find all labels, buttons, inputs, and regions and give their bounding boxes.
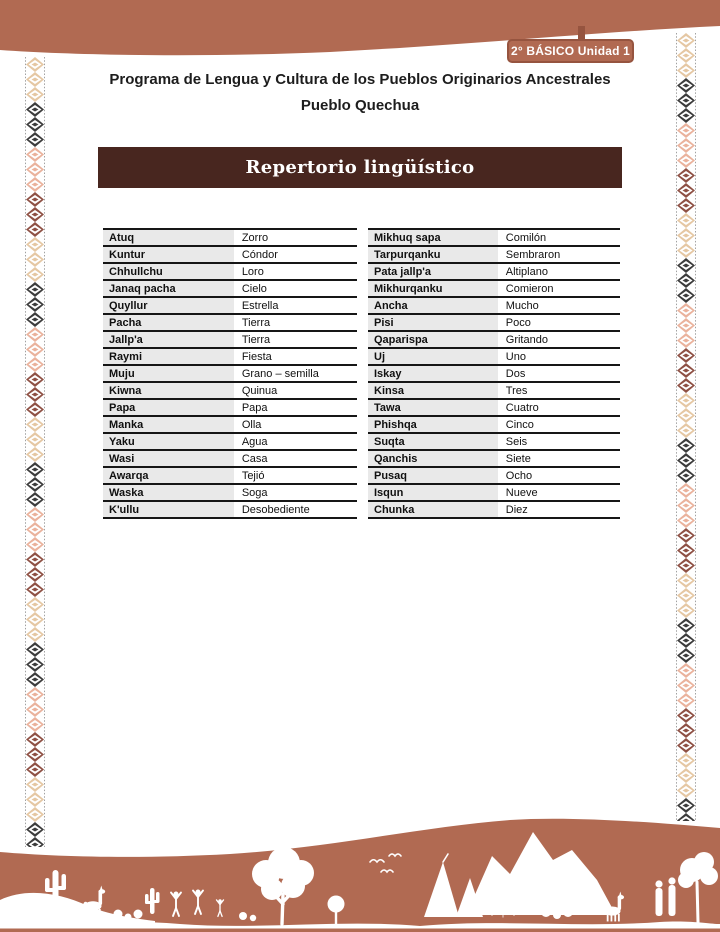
vocabulary-tables (103, 228, 620, 519)
vocab-row (368, 246, 620, 263)
vocab-row (368, 229, 620, 246)
vocab-row (368, 416, 620, 433)
quechua-word-cell: Isqun (368, 484, 498, 501)
quechua-word-cell: Kuntur (103, 246, 234, 263)
quechua-word-cell: Ancha (368, 297, 498, 314)
spanish-translation-cell: Tejió (234, 467, 357, 484)
grade-unit-label: 2° BÁSICO Unidad 1 (510, 44, 631, 58)
vocab-row (103, 280, 357, 297)
spanish-translation-cell: Fiesta (234, 348, 357, 365)
quechua-word-cell: Jallp'a (103, 331, 234, 348)
vocab-row (368, 314, 620, 331)
vocab-row (368, 382, 620, 399)
quechua-word-cell: Manka (103, 416, 234, 433)
quechua-word-cell: Qaparispa (368, 331, 498, 348)
quechua-word-cell: Qanchis (368, 450, 498, 467)
vocab-table-left (103, 228, 357, 519)
footer-landscape (0, 812, 720, 932)
vocab-row (368, 501, 620, 518)
vocab-row (103, 467, 357, 484)
spanish-translation-cell: Papa (234, 399, 357, 416)
section-banner (98, 147, 622, 188)
quechua-word-cell: Chunka (368, 501, 498, 518)
grade-unit-badge (507, 39, 634, 63)
spanish-translation-cell: Diez (498, 501, 620, 518)
vocab-row (368, 331, 620, 348)
section-banner-title: Repertorio lingüístico (245, 157, 475, 178)
vocab-row (368, 484, 620, 501)
program-title: Programa de Lengua y Cultura de los Pueblos Originarios Ancestrales (109, 71, 611, 88)
spanish-translation-cell: Soga (234, 484, 357, 501)
spanish-translation-cell: Siete (498, 450, 620, 467)
quechua-word-cell: Pata jallp'a (368, 263, 498, 280)
vocab-row (103, 416, 357, 433)
vocab-row (103, 484, 357, 501)
footer-baseline (0, 929, 720, 932)
vocab-row (103, 331, 357, 348)
quechua-word-cell: Kinsa (368, 382, 498, 399)
spanish-translation-cell: Tres (498, 382, 620, 399)
quechua-word-cell: Chhullchu (103, 263, 234, 280)
spanish-translation-cell: Cielo (234, 280, 357, 297)
spanish-translation-cell: Cinco (498, 416, 620, 433)
vocab-row (103, 314, 357, 331)
quechua-word-cell: Tarpurqanku (368, 246, 498, 263)
vocab-row (103, 433, 357, 450)
vocab-row (368, 365, 620, 382)
quechua-word-cell: Janaq pacha (103, 280, 234, 297)
vocab-row (368, 433, 620, 450)
vocab-row (368, 348, 620, 365)
spanish-translation-cell: Seis (498, 433, 620, 450)
quechua-word-cell: Iskay (368, 365, 498, 382)
quechua-word-cell: Awarqa (103, 467, 234, 484)
right-textile-border (676, 33, 696, 821)
spanish-translation-cell: Zorro (234, 229, 357, 246)
spanish-translation-cell: Poco (498, 314, 620, 331)
spanish-translation-cell: Dos (498, 365, 620, 382)
quechua-word-cell: Papa (103, 399, 234, 416)
vocab-row (368, 280, 620, 297)
spanish-translation-cell: Nueve (498, 484, 620, 501)
spanish-translation-cell: Olla (234, 416, 357, 433)
vocab-row (103, 382, 357, 399)
spanish-translation-cell: Desobediente (234, 501, 357, 518)
quechua-word-cell: Pisi (368, 314, 498, 331)
quechua-word-cell: Uj (368, 348, 498, 365)
spanish-translation-cell: Altiplano (498, 263, 620, 280)
spanish-translation-cell: Agua (234, 433, 357, 450)
vocab-row (103, 365, 357, 382)
spanish-translation-cell: Grano – semilla (234, 365, 357, 382)
vocab-row (368, 450, 620, 467)
spanish-translation-cell: Estrella (234, 297, 357, 314)
spanish-translation-cell: Quinua (234, 382, 357, 399)
vocab-row (103, 501, 357, 518)
vocab-table-right (368, 228, 620, 519)
vocab-row (103, 297, 357, 314)
quechua-word-cell: Atuq (103, 229, 234, 246)
quechua-word-cell: Mikhurqanku (368, 280, 498, 297)
vocab-row (103, 348, 357, 365)
vocab-row (103, 229, 357, 246)
spanish-translation-cell: Sembraron (498, 246, 620, 263)
spanish-translation-cell: Cóndor (234, 246, 357, 263)
quechua-word-cell: Suqta (368, 433, 498, 450)
vocab-row (103, 263, 357, 280)
spanish-translation-cell: Cuatro (498, 399, 620, 416)
quechua-word-cell: Mikhuq sapa (368, 229, 498, 246)
spanish-translation-cell: Tierra (234, 314, 357, 331)
quechua-word-cell: Wasi (103, 450, 234, 467)
title-block (0, 71, 720, 114)
spanish-translation-cell: Gritando (498, 331, 620, 348)
spanish-translation-cell: Ocho (498, 467, 620, 484)
vocab-row (368, 467, 620, 484)
spanish-translation-cell: Uno (498, 348, 620, 365)
quechua-word-cell: Tawa (368, 399, 498, 416)
quechua-word-cell: Yaku (103, 433, 234, 450)
quechua-word-cell: Phishqa (368, 416, 498, 433)
quechua-word-cell: Quyllur (103, 297, 234, 314)
left-textile-border (25, 57, 45, 847)
quechua-word-cell: Waska (103, 484, 234, 501)
quechua-word-cell: Kiwna (103, 382, 234, 399)
spanish-translation-cell: Comieron (498, 280, 620, 297)
spanish-translation-cell: Comilón (498, 229, 620, 246)
spanish-translation-cell: Loro (234, 263, 357, 280)
program-subtitle: Pueblo Quechua (300, 97, 420, 114)
vocab-row (368, 399, 620, 416)
quechua-word-cell: Pusaq (368, 467, 498, 484)
quechua-word-cell: K'ullu (103, 501, 234, 518)
quechua-word-cell: Raymi (103, 348, 234, 365)
quechua-word-cell: Pacha (103, 314, 234, 331)
vocab-row (103, 246, 357, 263)
vocab-row (103, 450, 357, 467)
spanish-translation-cell: Mucho (498, 297, 620, 314)
quechua-word-cell: Muju (103, 365, 234, 382)
vocab-row (368, 297, 620, 314)
spanish-translation-cell: Tierra (234, 331, 357, 348)
spanish-translation-cell: Casa (234, 450, 357, 467)
vocab-row (368, 263, 620, 280)
vocab-row (103, 399, 357, 416)
